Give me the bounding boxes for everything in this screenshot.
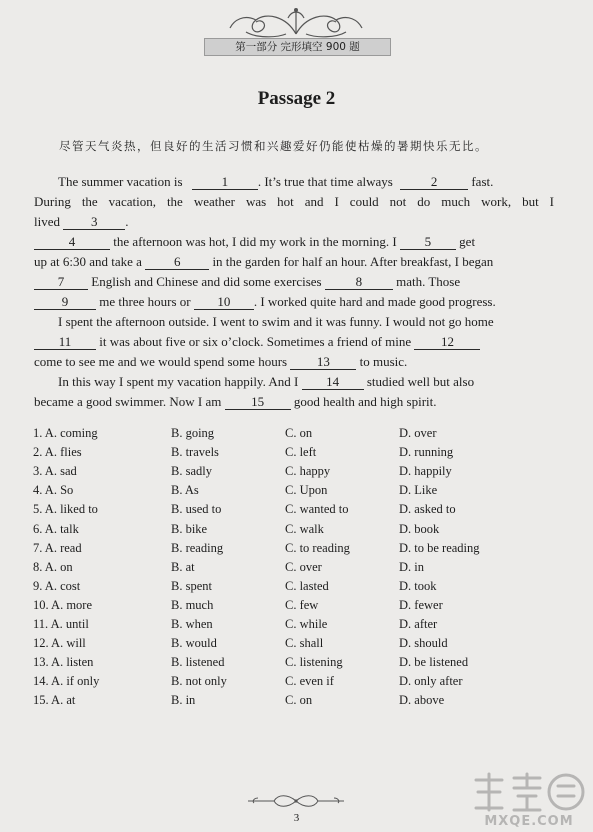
option-row xyxy=(33,520,573,539)
option-row xyxy=(33,672,573,691)
option-a: 9. A. cost xyxy=(33,578,81,593)
option-row xyxy=(33,691,573,710)
option-d: D. over xyxy=(399,426,437,440)
option-d: D. happily xyxy=(399,464,452,479)
blank-15: 15 xyxy=(225,394,291,410)
option-d: D. above xyxy=(399,693,445,708)
option-c: C. on xyxy=(285,693,313,708)
passage-line: 9 me three hours or 10 . I worked quite hard and made good progress. xyxy=(34,292,554,312)
blank-1: 1 xyxy=(192,174,258,190)
option-b: B. not only xyxy=(171,674,227,689)
option-row xyxy=(33,500,573,519)
option-b: B. in xyxy=(171,693,196,708)
bottom-ornament-icon xyxy=(244,794,348,808)
passage-line: up at 6:30 and take a 6 in the garden for half an hour. After breakfast, I began xyxy=(34,254,494,269)
option-a: 15. A. at xyxy=(33,693,76,708)
option-a: 13. A. listen xyxy=(33,655,94,670)
blank-5: 5 xyxy=(400,234,456,250)
option-b: B. reading xyxy=(171,540,224,555)
blank-13: 13 xyxy=(290,354,356,370)
passage-line: 4 the afternoon was hot, I did my work in the morning. I 5 get xyxy=(34,232,554,252)
option-d: D. after xyxy=(399,617,438,631)
passage-line: 11 it was about five or six o’clock. Sometimes a friend of mine 12 xyxy=(34,332,554,352)
option-a: 3. A. sad xyxy=(33,464,77,479)
option-c: C. even if xyxy=(285,674,334,689)
option-a: 10. A. more xyxy=(33,597,93,612)
option-c: C. few xyxy=(285,597,319,612)
option-c: C. lasted xyxy=(285,578,329,593)
passage-line: The summer vacation is 1 . It’s true that time always 2 fast. xyxy=(58,174,494,189)
option-row xyxy=(33,577,573,596)
option-a: 4. A. So xyxy=(33,483,74,498)
option-a: 5. A. liked to xyxy=(33,502,98,517)
option-d: D. be listened xyxy=(399,655,469,670)
option-row xyxy=(33,462,573,481)
watermark-text: MXQE.COM xyxy=(484,814,574,829)
option-a: 7. A. read xyxy=(33,540,82,555)
option-c: C. happy xyxy=(285,464,331,479)
option-c: C. on xyxy=(285,426,313,440)
option-d: D. running xyxy=(399,445,454,460)
passage-line: became a good swimmer. Now I am 15 good health and high spirit. xyxy=(34,394,437,409)
section-header: 第一部分 完形填空 900 题 xyxy=(204,38,391,56)
blank-14: 14 xyxy=(302,374,364,390)
option-b: B. travels xyxy=(171,445,219,460)
option-b: B. would xyxy=(171,636,217,651)
blank-10: 10 xyxy=(194,294,254,310)
page-number: 3 xyxy=(293,812,300,824)
option-row xyxy=(33,443,573,462)
option-d: D. asked to xyxy=(399,502,456,517)
option-row xyxy=(33,539,573,558)
option-a: 1. A. coming xyxy=(33,426,98,440)
option-b: B. As xyxy=(171,483,199,498)
blank-8: 8 xyxy=(325,274,393,290)
option-d: D. took xyxy=(399,578,437,593)
option-c: C. left xyxy=(285,445,317,460)
option-d: D. should xyxy=(399,636,448,651)
option-b: B. going xyxy=(171,426,215,440)
option-row xyxy=(33,634,573,653)
option-c: C. shall xyxy=(285,636,324,651)
option-row xyxy=(33,615,573,634)
option-a: 12. A. will xyxy=(33,636,86,651)
option-b: B. listened xyxy=(171,655,225,670)
passage-line: During the vacation, the weather was hot and I could not do much work, but I xyxy=(34,194,554,209)
option-row xyxy=(33,558,573,577)
option-b: B. at xyxy=(171,559,195,574)
passage-line: 7 English and Chinese and did some exercises 8 math. Those xyxy=(34,272,554,292)
blank-6: 6 xyxy=(145,254,209,270)
blank-3: 3 xyxy=(63,214,125,230)
option-d: D. Like xyxy=(399,483,438,498)
option-d: D. only after xyxy=(399,674,463,689)
option-c: C. wanted to xyxy=(285,502,349,517)
option-b: B. when xyxy=(171,617,213,631)
option-c: C. Upon xyxy=(285,483,328,498)
option-c: C. while xyxy=(285,617,328,631)
passage-intro: 尽管天气炎热，但良好的生活习惯和兴趣爱好仍能使枯燥的暑期快乐无比。 xyxy=(59,139,488,153)
top-ornament-icon xyxy=(226,6,366,40)
option-row xyxy=(33,424,573,443)
option-a: 14. A. if only xyxy=(33,674,100,689)
blank-9: 9 xyxy=(34,294,96,310)
option-b: B. sadly xyxy=(171,464,212,479)
option-a: 8. A. on xyxy=(33,559,73,574)
site-watermark xyxy=(468,770,590,830)
passage-line: I spent the afternoon outside. I went to swim and it was funny. I would not go home xyxy=(58,314,494,329)
blank-4: 4 xyxy=(34,234,110,250)
passage-line: lived 3 . xyxy=(34,214,129,229)
option-row xyxy=(33,481,573,500)
option-c: C. over xyxy=(285,559,322,574)
passage-line: come to see me and we would spend some hours 13 to music. xyxy=(34,354,408,369)
option-b: B. used to xyxy=(171,502,222,517)
option-c: C. walk xyxy=(285,521,324,536)
option-c: C. to reading xyxy=(285,540,350,555)
blank-7: 7 xyxy=(34,274,88,290)
option-b: B. much xyxy=(171,597,214,612)
option-row xyxy=(33,653,573,672)
option-d: D. in xyxy=(399,559,424,574)
option-a: 6. A. talk xyxy=(33,521,79,536)
option-row xyxy=(33,596,573,615)
option-a: 11. A. until xyxy=(33,617,89,631)
option-d: D. fewer xyxy=(399,597,443,612)
blank-11: 11 xyxy=(34,334,96,350)
option-d: D. to be reading xyxy=(399,540,480,555)
option-b: B. bike xyxy=(171,521,208,536)
option-b: B. spent xyxy=(171,578,212,593)
option-c: C. listening xyxy=(285,655,343,670)
blank-2: 2 xyxy=(400,174,468,190)
passage-line: In this way I spent my vacation happily. And I 14 studied well but also xyxy=(58,374,475,389)
option-a: 2. A. flies xyxy=(33,445,82,460)
option-d: D. book xyxy=(399,521,440,536)
watermark-logo-icon xyxy=(468,770,590,816)
blank-12: 12 xyxy=(414,334,480,350)
passage-title: Passage 2 xyxy=(257,88,336,109)
